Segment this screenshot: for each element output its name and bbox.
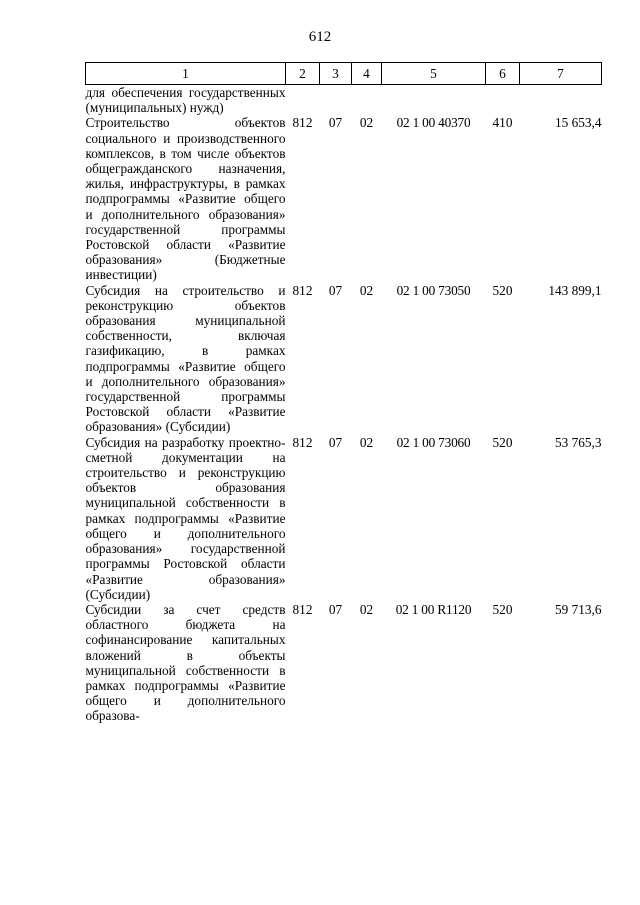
row-description: Строительство объектов социального и производственного комплексов, в том числе объектов общегражданского назначения, жилья, инфраструктуры, в рамках подпрограммы «Развитие общего и дополнительного образования» государственной программы Ростовской области «Развитие образования» (Бюджетные инвестиции) (85, 115, 286, 283)
row-subsection-code: 02 (359, 434, 374, 450)
row-expense-type: 410 (492, 115, 513, 131)
row-amount: 15 653,4 (554, 115, 602, 131)
row-ministry-code: 812 (292, 601, 313, 617)
row-subsection-code (352, 85, 382, 116)
budget-table (85, 62, 602, 724)
row-description: Субсидия на разработку проектно-сметной документации на строительство и реконструкцию объектов образования муниципальной собственности в рамках подпрограммы «Развитие общего и дополнительного образования» государственной программы Ростовской области «Развитие образования» (Субсидии) (85, 434, 286, 602)
row-subsection-code: 02 (359, 115, 374, 131)
row-expense-type (486, 85, 520, 116)
row-ministry-code (286, 85, 320, 116)
row-description: для обеспечения государственных (муниципальных) нужд) (85, 85, 286, 116)
row-expense-type: 520 (492, 434, 513, 450)
row-expense-type: 520 (492, 282, 513, 298)
table-row (86, 85, 602, 116)
row-description: Субсидии за счет средств областного бюджета на софинансирование капитальных вложений в объекты муниципальной собственности в рамках подпрограммы «Развитие общего и дополнительного образова- (85, 601, 286, 724)
column-header-3: 3 (320, 63, 352, 85)
table-row (86, 602, 602, 724)
row-expense-type: 520 (492, 601, 513, 617)
row-target-code (382, 85, 486, 116)
row-target-code: 02 1 00 73050 (396, 282, 471, 298)
table-row (86, 115, 602, 282)
row-target-code: 02 1 00 R1120 (395, 601, 472, 617)
column-header-5: 5 (382, 63, 486, 85)
row-section-code: 07 (328, 601, 343, 617)
row-section-code: 07 (328, 434, 343, 450)
row-ministry-code: 812 (292, 282, 313, 298)
row-target-code: 02 1 00 40370 (396, 115, 471, 131)
row-subsection-code: 02 (359, 601, 374, 617)
row-ministry-code: 812 (292, 115, 313, 131)
column-header-4: 4 (352, 63, 382, 85)
column-header-7: 7 (520, 63, 602, 85)
row-ministry-code: 812 (292, 434, 313, 450)
row-target-code: 02 1 00 73060 (396, 434, 471, 450)
row-section-code: 07 (328, 282, 343, 298)
row-amount: 59 713,6 (554, 601, 602, 617)
column-header-1: 1 (86, 63, 286, 85)
table-row (86, 435, 602, 602)
column-header-2: 2 (286, 63, 320, 85)
row-section-code: 07 (328, 115, 343, 131)
column-header-6: 6 (486, 63, 520, 85)
row-amount: 143 899,1 (548, 282, 602, 298)
page-number: 612 (308, 29, 332, 45)
row-section-code (320, 85, 352, 116)
table-row (86, 283, 602, 435)
row-subsection-code: 02 (359, 282, 374, 298)
header-row (86, 63, 602, 85)
row-amount (520, 85, 602, 116)
row-description: Субсидия на строительство и реконструкцию объектов образования муниципальной собственности, включая газификацию, в рамках подпрограммы «Развитие общего и дополнительного образования» государственной программы Ростовской области «Развитие образования» (Субсидии) (85, 282, 286, 435)
row-amount: 53 765,3 (554, 434, 602, 450)
